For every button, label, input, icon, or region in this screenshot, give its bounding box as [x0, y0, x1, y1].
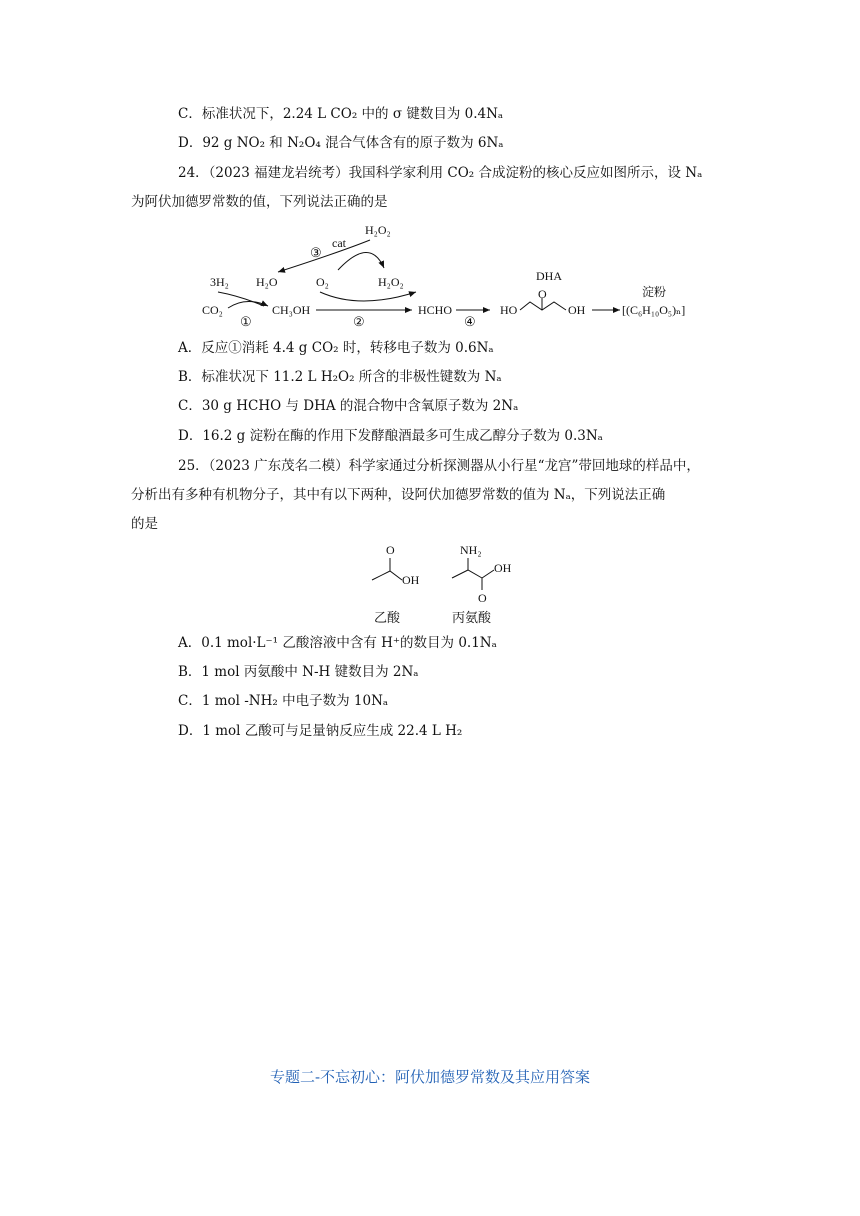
acetic-name: 乙酸 [374, 610, 401, 625]
q23-option-d: D．92 g NO₂ 和 N₂O₄ 混合气体含有的原子数为 6Nₐ [178, 135, 504, 151]
q25-stem-line3: 的是 [131, 516, 158, 532]
diagram-h2o: H₂O [256, 275, 278, 289]
q24-option-a: A．反应①消耗 4.4 g CO₂ 时，转移电子数为 0.6Nₐ [178, 340, 494, 356]
diagram-ch3oh: CH₃OH [272, 303, 311, 317]
acetic-o: O [386, 543, 395, 557]
q23-option-c: C．标准状况下，2.24 L CO₂ 中的 σ 键数目为 0.4Nₐ [178, 106, 504, 122]
q25-option-c: C．1 mol -NH₂ 中电子数为 10Nₐ [178, 693, 389, 709]
q25-option-d: D．1 mol 乙酸可与足量钠反应生成 22.4 L H₂ [178, 723, 463, 739]
diagram-dha-oh: OH [568, 303, 586, 317]
alanine-name: 丙氨酸 [452, 610, 492, 625]
diagram-starch-formula: [(C₆H₁₀O₅)ₙ] [622, 303, 686, 317]
diagram-dha-o: O [538, 287, 547, 301]
diagram-3h2: 3H₂ [210, 275, 229, 289]
q24-option-d: D．16.2 g 淀粉在酶的作用下发酵酿酒最多可生成乙醇分子数为 0.3Nₐ [178, 428, 603, 444]
footer-answer-title[interactable]: 专题二-不忘初心：阿伏加德罗常数及其应用答案 [269, 1068, 591, 1086]
alanine-nh2: NH₂ [460, 543, 482, 557]
diagram-starch-label: 淀粉 [642, 285, 667, 299]
alanine-o: O [478, 591, 487, 605]
q25-stem-line1: 25．（2023 广东茂名二模）科学家通过分析探测器从小行星“龙宫”带回地球的样品中， [178, 458, 700, 474]
diagram-h2o2-mid: H₂O₂ [378, 275, 404, 289]
diagram-step1: ① [240, 314, 252, 329]
q25-option-b: B．1 mol 丙氨酸中 N-H 键数目为 2Nₐ [178, 664, 419, 680]
diagram-h2o2-top: H₂O₂ [365, 223, 391, 237]
q24-stem-line1: 24．（2023 福建龙岩统考）我国科学家利用 CO₂ 合成淀粉的核心反应如图所示，设 Nₐ [178, 165, 703, 181]
diagram-dha-ho: HO [500, 303, 518, 317]
diagram-cat: cat [332, 236, 346, 250]
q25-stem-line2: 分析出有多种有机物分子，其中有以下两种，设阿伏加德罗常数的值为 Nₐ，下列说法正确 [131, 487, 666, 503]
diagram-o2: O₂ [316, 275, 329, 289]
diagram-co2: CO₂ [202, 303, 223, 317]
q24-reaction-diagram [190, 216, 710, 334]
diagram-step4: ④ [464, 314, 476, 329]
acetic-oh: OH [402, 573, 420, 587]
diagram-hcho: HCHO [418, 303, 453, 317]
diagram-dha-label: DHA [536, 269, 562, 283]
q24-option-b: B．标准状况下 11.2 L H₂O₂ 所含的非极性键数为 Nₐ [178, 369, 502, 385]
diagram-step3: ③ [310, 245, 322, 260]
q25-molecule-diagram [360, 538, 540, 628]
alanine-oh: OH [494, 561, 512, 575]
diagram-step2: ② [353, 314, 365, 329]
q24-stem-line2: 为阿伏加德罗常数的值，下列说法正确的是 [131, 194, 388, 210]
q24-option-c: C．30 g HCHO 与 DHA 的混合物中含氧原子数为 2Nₐ [178, 398, 519, 414]
q25-option-a: A．0.1 mol·L⁻¹ 乙酸溶液中含有 H⁺的数目为 0.1Nₐ [178, 635, 497, 651]
